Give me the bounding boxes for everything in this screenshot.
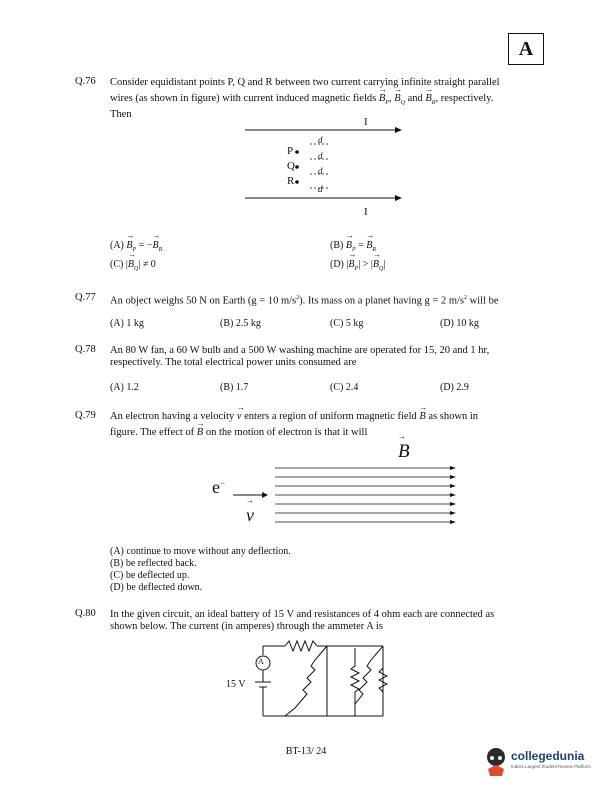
spacing-d3: d (318, 166, 323, 176)
q77-option-c: (C) 5 kg (330, 318, 364, 329)
q79-option-b: (B) be reflected back. (110, 558, 197, 569)
label-q: Q (287, 160, 295, 172)
logo-name: collegedunia (511, 749, 585, 763)
q77-option-a: (A) 1 kg (110, 318, 144, 329)
field-b-label: → B (398, 441, 410, 463)
electron-label: e− (212, 477, 226, 497)
q76-option-b: $(B) \to B_P$ = → $B_R$ (330, 240, 376, 253)
paper-code-box (508, 33, 544, 65)
q76-current-bottom: I (364, 206, 368, 218)
point-r (295, 180, 299, 184)
q77-text: An object weighs 50 N on Earth (g = 10 $m/s^2$). Its mass on a planet having g = 2 $m/s^2$ will be (110, 295, 499, 307)
q76-figure (240, 115, 410, 225)
q76-text-line2: wires (as shown in figure) with current induced magnetic fields → $B_P$, → $B_Q$ and → $B_R$, respectively. (110, 92, 493, 110)
q80-text-line1: In the given circuit, an ideal battery of 15 V and resistances of 4 ohm each are connected as (110, 609, 495, 620)
q76-option-c: (C) |→ $B_Q| \ne 0$ (110, 259, 156, 272)
q80-circuit (245, 638, 395, 720)
q76-number: Q.76 (75, 76, 96, 87)
q78-text-line2: respectively. The total electrical power units consumed are (110, 357, 357, 368)
spacing-d4: d (318, 184, 323, 194)
q78-option-c: (C) 2.4 (330, 382, 359, 393)
paper-code: A (518, 37, 534, 60)
q79-number: Q.79 (75, 410, 96, 421)
q79-text-line1: An electron having a velocity → v enters a region of uniform magnetic field → B as shown in (110, 410, 478, 423)
collegedunia-logo-icon (483, 745, 509, 777)
q79-figure (200, 440, 470, 535)
q77-option-b: (B) 2.5 kg (220, 318, 261, 329)
q79-text-line2: figure. The effect of → B on the motion of electron is that it will (110, 426, 367, 439)
q80-text-line2: shown below. The current (in amperes) through the ammeter A is (110, 621, 383, 632)
q80-number: Q.80 (75, 608, 96, 619)
q78-option-b: (B) 1.7 (220, 382, 249, 393)
q79-option-c: (C) be deflected up. (110, 570, 190, 581)
arrow-head-top (395, 127, 402, 133)
q76-text-line3: Then (110, 109, 132, 120)
velocity-label: → v (246, 505, 254, 526)
q78-option-d: (D) 2.9 (440, 382, 469, 393)
spacing-d1: d (318, 135, 323, 145)
q78-number: Q.78 (75, 344, 96, 355)
q79-option-d: (D) be deflected down. (110, 582, 203, 593)
point-q (295, 165, 299, 169)
label-r: R (287, 175, 295, 187)
q76-option-d: (D) |→ $B_P|$ > |→ $B_Q|$ (330, 259, 385, 272)
page-footer: BT-13/ 24 (285, 746, 327, 757)
label-p: P (287, 145, 294, 157)
logo-tagline: India's Largest Student Review Platform (511, 764, 591, 769)
field-lines (275, 466, 456, 524)
q76-current-top: I (364, 116, 368, 128)
q76-text-line1: Consider equidistant points P, Q and R between two current carrying infinite straight parallel (110, 77, 500, 88)
q79-option-a: (A) continue to move without any deflection. (110, 546, 291, 557)
arrow-head-bottom (395, 195, 402, 201)
ammeter-label: A (258, 657, 264, 666)
spacing-d2: d (318, 151, 323, 161)
q78-option-a: (A) 1.2 (110, 382, 139, 393)
point-p (295, 150, 299, 154)
q77-option-d: (D) 10 kg (440, 318, 479, 329)
q76-option-a: $(A) \to B_P$ = −→ $B_R$ (110, 240, 162, 253)
q78-text-line1: An 80 W fan, a 60 W bulb and a 500 W washing machine are operated for 15, 20 and 1 hr, (110, 345, 490, 356)
q77-number: Q.77 (75, 292, 96, 303)
battery-label: 15 V (226, 679, 246, 690)
